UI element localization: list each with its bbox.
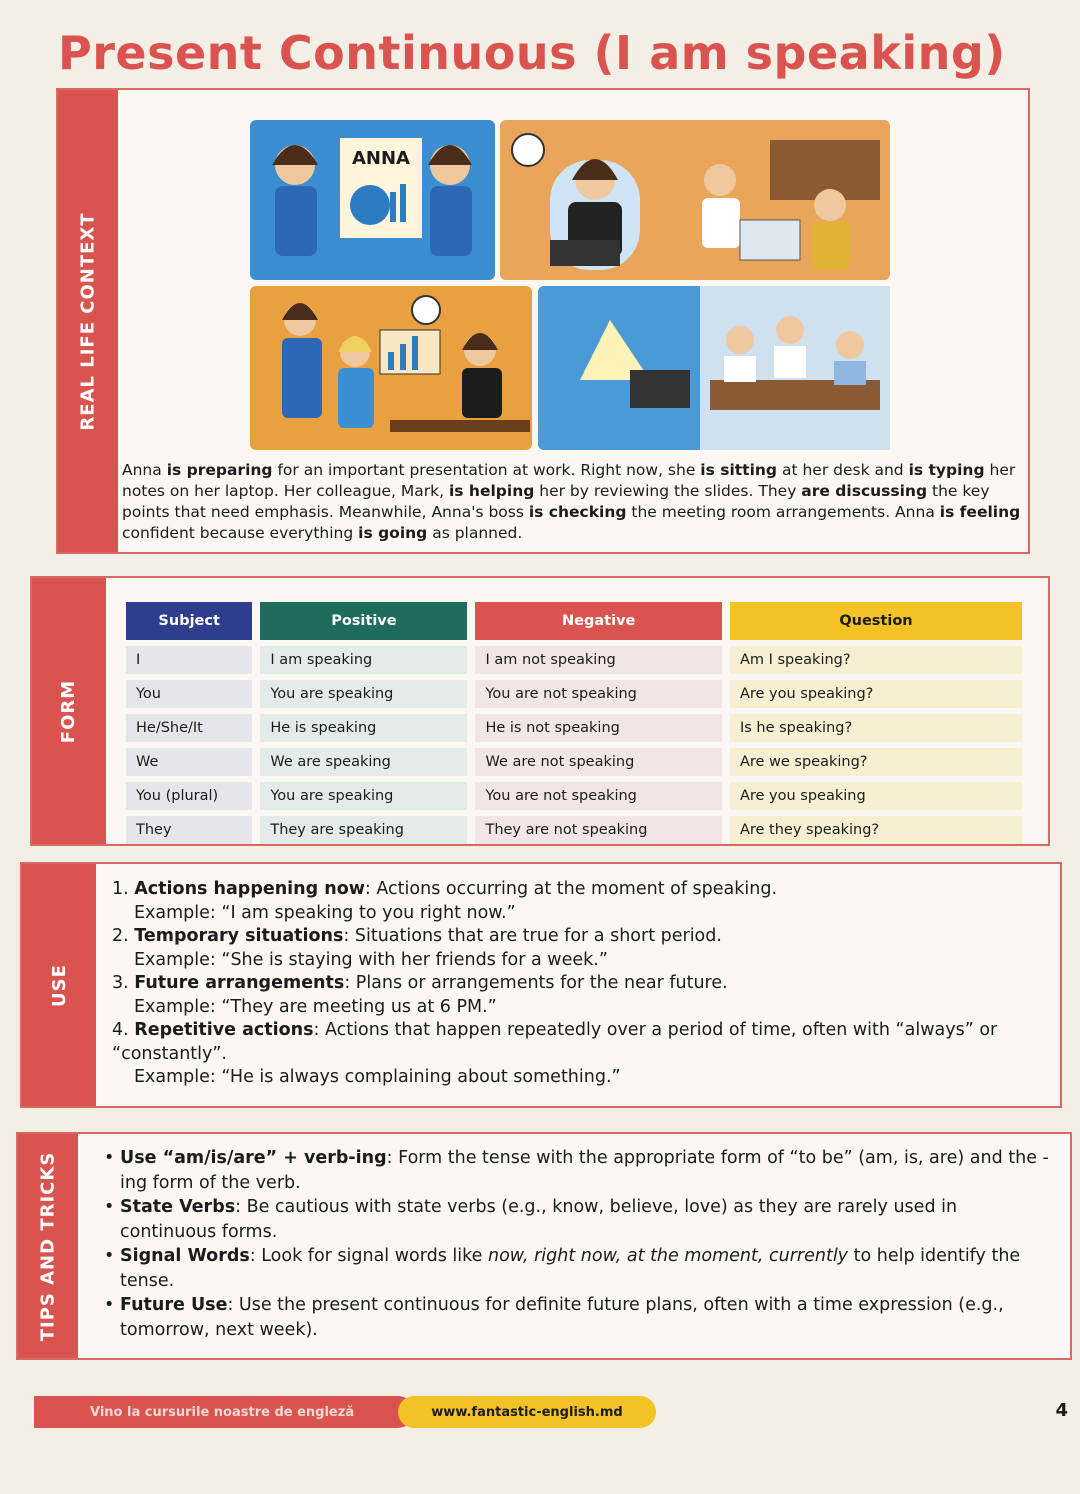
use-item-term: Actions happening now xyxy=(134,879,365,899)
page-number: 4 xyxy=(1055,1400,1068,1421)
story-text: as planned. xyxy=(427,524,523,542)
story-verb: is preparing xyxy=(166,461,273,479)
negative-cell: I am not speaking xyxy=(475,646,721,674)
tip-term: Future Use xyxy=(120,1295,228,1315)
story-text: at her desk and xyxy=(777,461,909,479)
tip-item xyxy=(104,1293,1054,1342)
tip-desc: to help identify the tense. xyxy=(120,1246,1021,1291)
use-item-line xyxy=(112,972,1042,996)
use-item xyxy=(112,878,1042,925)
subject-cell: You (plural) xyxy=(126,782,252,810)
story-text: the key points that need emphasis. Meanwhile, Anna's boss xyxy=(122,482,990,521)
story-text: the meeting room arrangements. Anna xyxy=(626,503,940,521)
use-item-term: Repetitive actions xyxy=(134,1020,314,1040)
use-item-number: 4. xyxy=(112,1020,135,1040)
positive-cell: You are speaking xyxy=(260,782,467,810)
story-text: for an important presentation at work. Right now, she xyxy=(272,461,701,479)
subject-cell: You xyxy=(126,680,252,708)
story-text: her by reviewing the slides. They xyxy=(534,482,802,500)
story-verb: are discussing xyxy=(801,482,928,500)
tips-tab: TIPS AND TRICKS xyxy=(18,1134,78,1358)
question-cell: Are we speaking? xyxy=(730,748,1022,776)
positive-cell: They are speaking xyxy=(260,816,467,844)
use-item-desc: : Actions that happen repeatedly over a period of time, often with “always” or “constantly”. xyxy=(112,1020,998,1064)
tip-item xyxy=(104,1244,1054,1293)
story-verb: is typing xyxy=(908,461,985,479)
header-subject: Subject xyxy=(126,602,252,640)
negative-cell: We are not speaking xyxy=(475,748,721,776)
real-life-section xyxy=(56,88,1030,554)
table-row xyxy=(126,782,1022,810)
form-section xyxy=(30,576,1050,846)
table-row xyxy=(126,646,1022,674)
office-illustration xyxy=(250,120,896,450)
tip-item xyxy=(104,1146,1054,1195)
tip-desc: : Form the tense with the appropriate form of “to be” (am, is, are) and the -ing form of the verb. xyxy=(120,1148,1049,1193)
question-cell: Are they speaking? xyxy=(730,816,1022,844)
positive-cell: I am speaking xyxy=(260,646,467,674)
tip-signal-words: now, right now, at the moment, currently xyxy=(488,1246,849,1266)
question-cell: Are you speaking? xyxy=(730,680,1022,708)
header-question: Question xyxy=(730,602,1022,640)
use-item xyxy=(112,925,1042,972)
subject-cell: They xyxy=(126,816,252,844)
table-row xyxy=(126,714,1022,742)
use-item-desc: : Plans or arrangements for the near future. xyxy=(344,973,728,993)
table-row xyxy=(126,816,1022,844)
use-item-example: Example: “They are meeting us at 6 PM.” xyxy=(134,996,497,1017)
footer-tagline: Vino la cursurile noastre de engleză xyxy=(34,1396,414,1428)
tip-desc: : Look for signal words like xyxy=(249,1246,488,1266)
use-item-example: Example: “She is staying with her friends for a week.” xyxy=(134,949,608,970)
tips-list xyxy=(104,1146,1054,1342)
tip-term: Use “am/is/are” + verb-ing xyxy=(120,1148,387,1168)
tip-desc: : Use the present continuous for definite future plans, often with a time expression (e.g., tomorrow, next week). xyxy=(120,1295,1004,1340)
positive-cell: You are speaking xyxy=(260,680,467,708)
use-item-number: 2. xyxy=(112,926,135,946)
form-tab: FORM xyxy=(32,578,106,844)
header-negative: Negative xyxy=(475,602,721,640)
tip-desc: : Be cautious with state verbs (e.g., know, believe, love) as they are rarely used in continuous forms. xyxy=(120,1197,958,1242)
story-verb: is checking xyxy=(528,503,627,521)
page-title: Present Continuous (I am speaking) xyxy=(58,26,1006,80)
story-text: confident because everything xyxy=(122,524,359,542)
use-item-number: 1. xyxy=(112,879,135,899)
story-verb: is sitting xyxy=(700,461,778,479)
subject-cell: We xyxy=(126,748,252,776)
use-item-line xyxy=(112,878,1042,902)
question-cell: Am I speaking? xyxy=(730,646,1022,674)
subject-cell: He/She/It xyxy=(126,714,252,742)
negative-cell: You are not speaking xyxy=(475,782,721,810)
table-row xyxy=(126,680,1022,708)
use-item xyxy=(112,972,1042,1019)
story-text: her notes on her laptop. Her colleague, Mark, xyxy=(122,461,1016,500)
negative-cell: He is not speaking xyxy=(475,714,721,742)
footer-url-link[interactable]: www.fantastic-english.md xyxy=(398,1396,656,1428)
negative-cell: They are not speaking xyxy=(475,816,721,844)
use-item-example: Example: “He is always complaining about something.” xyxy=(134,1067,621,1087)
use-item xyxy=(112,1019,1042,1090)
question-cell: Is he speaking? xyxy=(730,714,1022,742)
use-item-example: Example: “I am speaking to you right now.” xyxy=(134,902,516,923)
use-tab: USE xyxy=(22,864,96,1106)
use-item-desc: : Actions occurring at the moment of speaking. xyxy=(364,879,778,899)
use-item-line xyxy=(112,1019,1042,1066)
positive-cell: He is speaking xyxy=(260,714,467,742)
table-header-row xyxy=(126,602,1022,640)
use-item-term: Temporary situations xyxy=(134,926,344,946)
tip-term: State Verbs xyxy=(120,1197,236,1217)
anna-board-label: ANNA xyxy=(352,148,410,169)
header-positive: Positive xyxy=(260,602,467,640)
tips-section xyxy=(16,1132,1072,1360)
use-section xyxy=(20,862,1062,1108)
negative-cell: You are not speaking xyxy=(475,680,721,708)
question-cell: Are you speaking xyxy=(730,782,1022,810)
positive-cell: We are speaking xyxy=(260,748,467,776)
use-item-desc: : Situations that are true for a short period. xyxy=(343,926,722,946)
real-life-tab: REAL LIFE CONTEXT xyxy=(58,90,118,552)
table-row xyxy=(126,748,1022,776)
use-item-term: Future arrangements xyxy=(134,973,345,993)
story-verb: is helping xyxy=(448,482,535,500)
conjugation-table xyxy=(118,596,1030,850)
tip-term: Signal Words xyxy=(120,1246,250,1266)
use-item-line xyxy=(112,925,1042,949)
subject-cell: I xyxy=(126,646,252,674)
use-item-number: 3. xyxy=(112,973,135,993)
story-verb: is feeling xyxy=(939,503,1021,521)
story-verb: is going xyxy=(358,524,428,542)
use-list xyxy=(112,878,1042,1090)
tip-item xyxy=(104,1195,1054,1244)
story-paragraph xyxy=(122,460,1028,544)
story-text: Anna xyxy=(122,461,167,479)
